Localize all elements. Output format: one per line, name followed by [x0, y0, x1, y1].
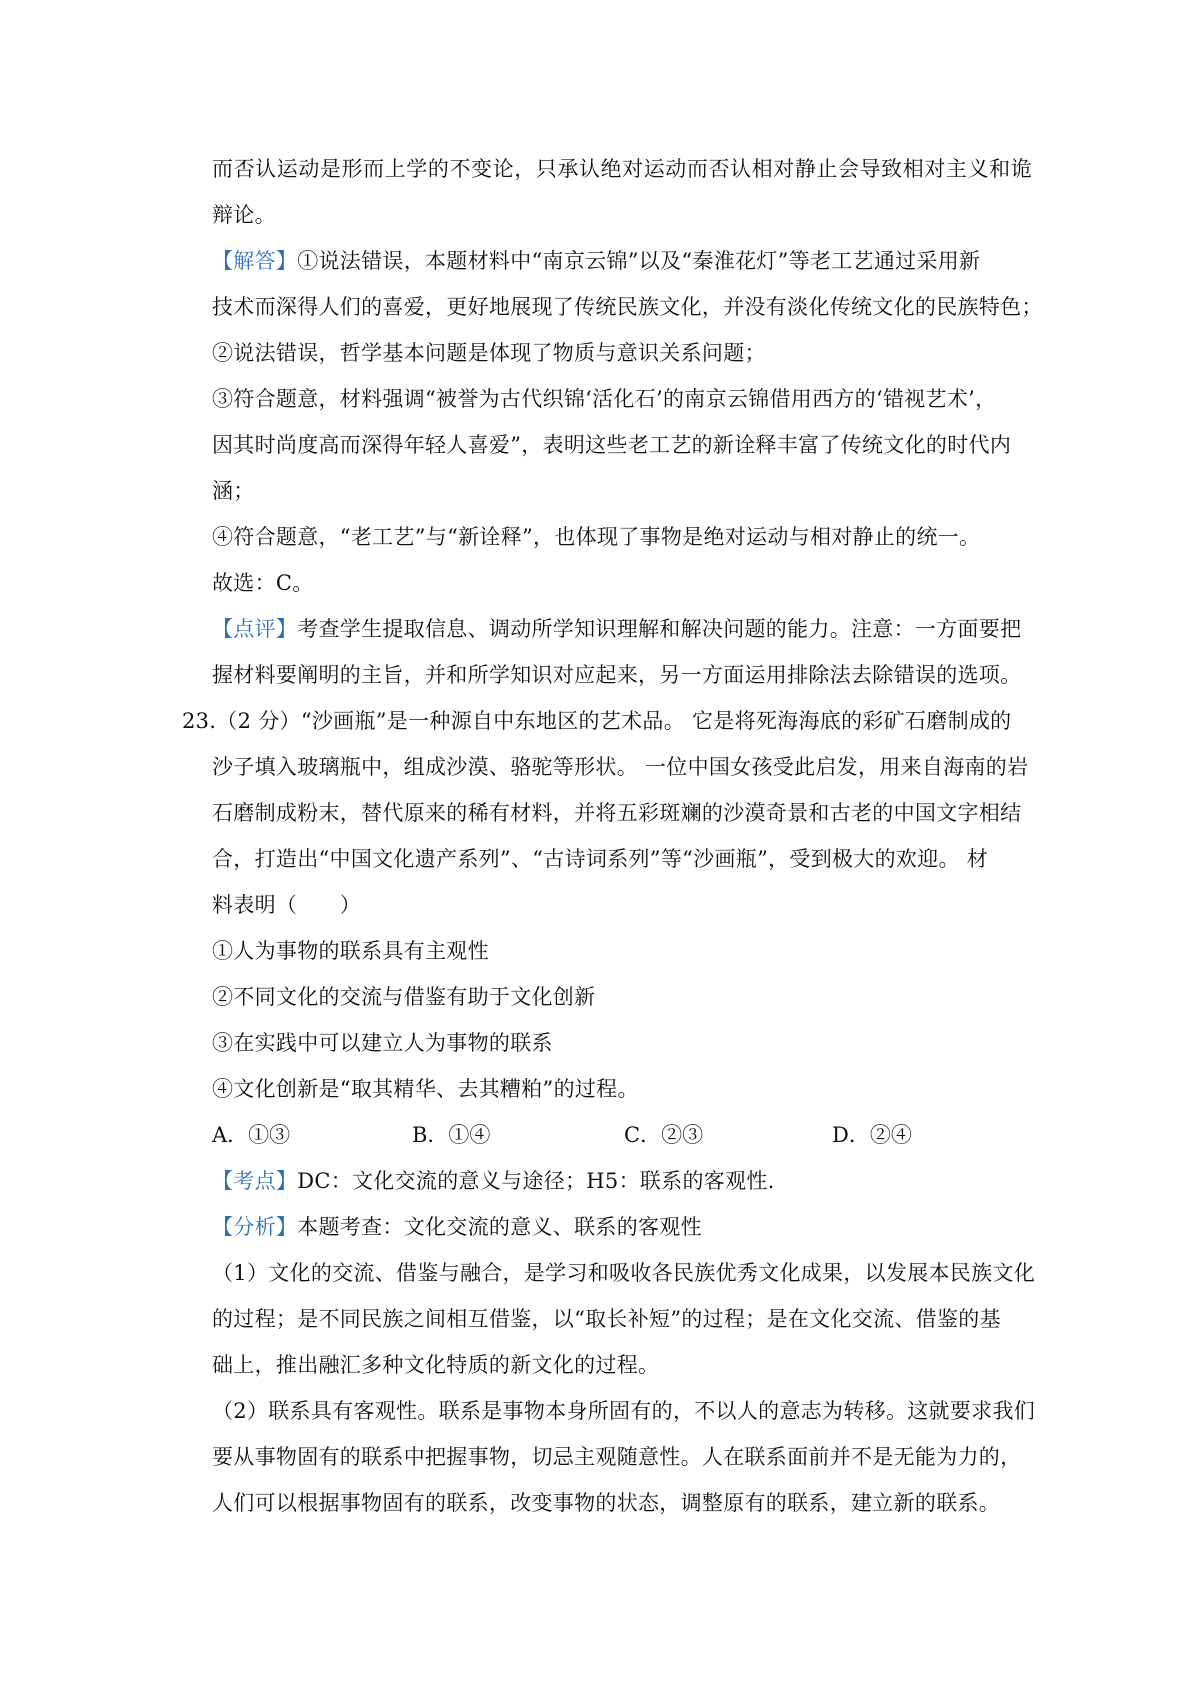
fenxi-paragraph-line: （2）联系具有客观性。联系是事物本身所固有的，不以人的意志为转移。这就要求我们	[212, 1399, 1036, 1423]
question-stem-line: 沙子填入玻璃瓶中，组成沙漠、骆驼等形状。 一位中国女孩受此启发，用来自海南的岩	[212, 755, 1029, 779]
question-stem-line: 石磨制成粉末，替代原来的稀有材料，并将五彩斑斓的沙漠奇景和古老的中国文字相结	[212, 801, 1022, 825]
answer-line: 涵；	[212, 479, 255, 503]
fenxi-line	[212, 1212, 1032, 1242]
comment-line: 握材料要阐明的主旨，并和所学知识对应起来，另一方面运用排除法去除错误的选项。	[212, 663, 1022, 687]
question-statement: ②不同文化的交流与借鉴有助于文化创新	[212, 985, 596, 1009]
fenxi-text: 本题考查：文化交流的意义、联系的客观性	[297, 1215, 702, 1239]
answer-line: 因其时尚度高而深得年轻人喜爱”，表明这些老工艺的新诠释丰富了传统文化的时代内	[212, 433, 1012, 457]
prev-analysis-line: 而否认运动是形而上学的不变论，只承认绝对运动而否认相对静止会导致相对主义和诡	[212, 157, 1032, 181]
answer-choice-line: 故选：C。	[212, 571, 314, 595]
question-stem-line: 合，打造出“中国文化遗产系列”、“古诗词系列”等“沙画瓶”，受到极大的欢迎。 材	[212, 847, 989, 871]
comment-tag: 【点评】	[212, 617, 298, 641]
answer-line: ④符合题意，“老工艺”与“新诠释”，也体现了事物是绝对运动与相对静止的统一。	[212, 525, 981, 549]
answer-tag: 【解答】	[212, 249, 298, 273]
option-d: D．②④	[832, 1123, 912, 1147]
option-b: B．①④	[412, 1123, 491, 1147]
fenxi-tag: 【分析】	[212, 1215, 298, 1239]
question-statement: ③在实践中可以建立人为事物的联系	[212, 1031, 553, 1055]
answer-line: ②说法错误，哲学基本问题是体现了物质与意识关系问题；	[212, 341, 766, 365]
fenxi-paragraph-line: 础上，推出融汇多种文化特质的新文化的过程。	[212, 1353, 660, 1377]
answer-line: ③符合题意，材料强调“被誉为古代织锦‘活化石’的南京云锦借用西方的‘错视艺术’，	[212, 387, 997, 411]
answer-text: ①说法错误，本题材料中“南京云锦”以及“秦淮花灯”等老工艺通过采用新	[297, 249, 981, 273]
question-stem-line: 料表明（ ）	[212, 893, 362, 917]
answer-line: 技术而深得人们的喜爱，更好地展现了传统民族文化，并没有淡化传统文化的民族特色；	[212, 295, 1043, 319]
fenxi-paragraph-line: 要从事物固有的联系中把握事物，切忌主观随意性。人在联系面前并不是无能为力的，	[212, 1445, 1022, 1469]
comment-line	[212, 614, 1032, 644]
prev-analysis-line: 辩论。	[212, 203, 276, 227]
question-stem-line: 23.（2 分）“沙画瓶”是一种源自中东地区的艺术品。 它是将死海海底的彩矿石磨制成的	[182, 709, 1012, 733]
question-statement: ①人为事物的联系具有主观性	[212, 939, 489, 963]
comment-text: 考查学生提取信息、调动所学知识理解和解决问题的能力。注意：一方面要把	[297, 617, 1022, 641]
kaodian-text: DC：文化交流的意义与途径；H5：联系的客观性.	[297, 1169, 775, 1193]
answer-line	[212, 246, 1032, 276]
option-c: C．②③	[624, 1123, 704, 1147]
question-statement: ④文化创新是“取其精华、去其糟粕”的过程。	[212, 1077, 639, 1101]
fenxi-paragraph-line: 人们可以根据事物固有的联系，改变事物的状态，调整原有的联系，建立新的联系。	[212, 1491, 1001, 1515]
option-a: A．①③	[212, 1123, 291, 1147]
kaodian-tag: 【考点】	[212, 1169, 298, 1193]
fenxi-paragraph-line: 的过程；是不同民族之间相互借鉴，以“取长补短”的过程；是在文化交流、借鉴的基	[212, 1307, 1001, 1331]
fenxi-paragraph-line: （1）文化的交流、借鉴与融合，是学习和吸收各民族优秀文化成果，以发展本民族文化	[212, 1261, 1036, 1285]
kaodian-line	[212, 1166, 1032, 1196]
